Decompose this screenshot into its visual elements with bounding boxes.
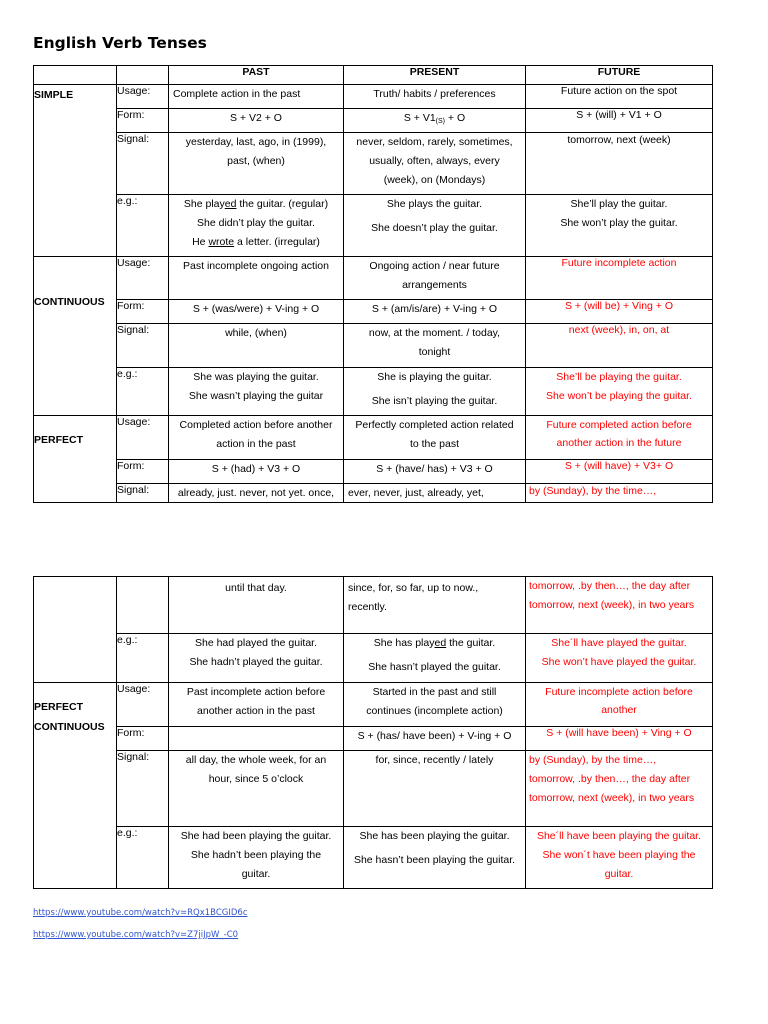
header-future: FUTURE: [526, 66, 713, 85]
label-usage: Usage:: [117, 257, 169, 300]
table-row: [34, 416, 713, 460]
simple-signal-future: tomorrow, next (week): [526, 133, 713, 195]
perfect-eg-present: She has played the guitar. She hasn’t played the guitar.: [344, 634, 526, 683]
table-row: [34, 368, 713, 416]
table-row: [34, 727, 713, 751]
perfcont-usage-present: Started in the past and still continues (incomplete action): [344, 683, 526, 727]
simple-signal-present: never, seldom, rarely, sometimes, usually, often, always, every (week), on (Mondays): [344, 133, 526, 195]
youtube-link-2[interactable]: https://www.youtube.com/watch?v=Z7jiJpW_-C0: [33, 930, 239, 940]
simple-signal-past: yesterday, last, ago, in (1999), past, (when): [169, 133, 344, 195]
continuous-form-future: S + (will be) + Ving + O: [526, 300, 713, 324]
table-row: [34, 751, 713, 827]
table-row: [34, 133, 713, 195]
perfcont-usage-future: Future incomplete action before another: [526, 683, 713, 727]
continuous-signal-past: while, (when): [169, 324, 344, 368]
perfcont-usage-past: Past incomplete action before another action in the past: [169, 683, 344, 727]
label-usage: Usage:: [117, 85, 169, 109]
label-signal: Signal:: [117, 133, 169, 195]
label-form: Form:: [117, 300, 169, 324]
table-row: [34, 577, 713, 634]
tense-perfect-continued: [34, 577, 117, 683]
label-eg: e.g.:: [117, 368, 169, 416]
table-row: [34, 195, 713, 257]
label-form: Form:: [117, 727, 169, 751]
page-title: English Verb Tenses: [33, 34, 207, 52]
label-form: Form:: [117, 460, 169, 484]
continuous-usage-past: Past incomplete ongoing action: [169, 257, 344, 300]
continuous-eg-past: She was playing the guitar. She wasn’t playing the guitar: [169, 368, 344, 416]
perfect-signal-past: already, just. never, not yet. once,: [169, 484, 344, 503]
perfcont-eg-future: She´ll have been playing the guitar. She won´t have been playing the guitar.: [526, 827, 713, 889]
table-row: [34, 257, 713, 300]
label-signal: Signal:: [117, 324, 169, 368]
label-form: Form:: [117, 109, 169, 133]
tenses-table-part-2: [33, 576, 713, 889]
label-eg: e.g.:: [117, 195, 169, 257]
table-row: [34, 484, 713, 503]
perfect-usage-future: Future completed action before another action in the future: [526, 416, 713, 460]
perfcont-eg-past: She had been playing the guitar. She hadn’t been playing the guitar.: [169, 827, 344, 889]
simple-form-future: S + (will) + V1 + O: [526, 109, 713, 133]
simple-eg-future: She’ll play the guitar. She won’t play the guitar.: [526, 195, 713, 257]
tense-perfect-continuous: PERFECT CONTINUOUS: [34, 683, 117, 889]
simple-usage-present: Truth/ habits / preferences: [344, 85, 526, 109]
youtube-link-1[interactable]: https://www.youtube.com/watch?v=RQx1BCGID6c: [33, 908, 248, 918]
header-past: PAST: [169, 66, 344, 85]
perfect-form-past: S + (had) + V3 + O: [169, 460, 344, 484]
label-eg: e.g.:: [117, 827, 169, 889]
table-row: [34, 827, 713, 889]
simple-eg-present: She plays the guitar. She doesn’t play the guitar.: [344, 195, 526, 257]
simple-form-past: S + V2 + O: [169, 109, 344, 133]
continuous-usage-future: Future incomplete action: [526, 257, 713, 300]
perfect-signal-past-cont: until that day.: [169, 577, 344, 634]
perfcont-signal-past: all day, the whole week, for an hour, since 5 o’clock: [169, 751, 344, 827]
perfcont-signal-present: for, since, recently / lately: [344, 751, 526, 827]
perfcont-form-future: S + (will have been) + Ving + O: [526, 727, 713, 751]
perfcont-signal-future: by (Sunday), by the time…, tomorrow, .by then…, the day after tomorrow, next (week), in two years: [526, 751, 713, 827]
continuous-form-present: S + (am/is/are) + V-ing + O: [344, 300, 526, 324]
simple-usage-past: Complete action in the past: [169, 85, 344, 109]
simple-form-present: S + V1(S) + O: [344, 109, 526, 133]
perfect-signal-present: ever, never, just, already, yet,: [344, 484, 526, 503]
table-row: [34, 683, 713, 727]
header-empty-1: [34, 66, 117, 85]
perfect-eg-past: She had played the guitar. She hadn’t played the guitar.: [169, 634, 344, 683]
label-signal: Signal:: [117, 751, 169, 827]
perfect-eg-future: She´ll have played the guitar. She won’t have played the guitar.: [526, 634, 713, 683]
perfect-form-present: S + (have/ has) + V3 + O: [344, 460, 526, 484]
simple-usage-future: Future action on the spot: [526, 85, 713, 109]
header-empty-2: [117, 66, 169, 85]
table-row: [34, 85, 713, 109]
simple-eg-past: She played the guitar. (regular) She didn’t play the guitar. He wrote a letter. (irregular): [169, 195, 344, 257]
table-row: [34, 324, 713, 368]
perfcont-form-present: S + (has/ have been) + V-ing + O: [344, 727, 526, 751]
label-eg: e.g.:: [117, 634, 169, 683]
label-empty: [117, 577, 169, 634]
table-row: [34, 634, 713, 683]
continuous-usage-present: Ongoing action / near future arrangements: [344, 257, 526, 300]
continuous-eg-present: She is playing the guitar. She isn’t playing the guitar.: [344, 368, 526, 416]
tense-simple: SIMPLE: [34, 85, 117, 257]
perfcont-form-past: [169, 727, 344, 751]
perfcont-eg-present: She has been playing the guitar. She hasn’t been playing the guitar.: [344, 827, 526, 889]
table-row: [34, 300, 713, 324]
continuous-form-past: S + (was/were) + V-ing + O: [169, 300, 344, 324]
label-signal: Signal:: [117, 484, 169, 503]
tense-perfect: PERFECT: [34, 416, 117, 503]
table-row: [34, 460, 713, 484]
header-present: PRESENT: [344, 66, 526, 85]
perfect-signal-present-cont: since, for, so far, up to now., recently.: [344, 577, 526, 634]
table-row: [34, 109, 713, 133]
continuous-signal-future: next (week), in, on, at: [526, 324, 713, 368]
perfect-form-future: S + (will have) + V3+ O: [526, 460, 713, 484]
label-usage: Usage:: [117, 683, 169, 727]
tense-continuous: CONTINUOUS: [34, 257, 117, 416]
perfect-signal-future-cont: tomorrow, .by then…, the day after tomorrow, next (week), in two years: [526, 577, 713, 634]
perfect-usage-present: Perfectly completed action related to the past: [344, 416, 526, 460]
perfect-signal-future: by (Sunday), by the time…,: [526, 484, 713, 503]
continuous-signal-present: now, at the moment. / today, tonight: [344, 324, 526, 368]
header-row: [34, 66, 713, 85]
continuous-eg-future: She’ll be playing the guitar. She won’t be playing the guitar.: [526, 368, 713, 416]
perfect-usage-past: Completed action before another action in the past: [169, 416, 344, 460]
label-usage: Usage:: [117, 416, 169, 460]
tenses-table-part-1: [33, 65, 713, 503]
